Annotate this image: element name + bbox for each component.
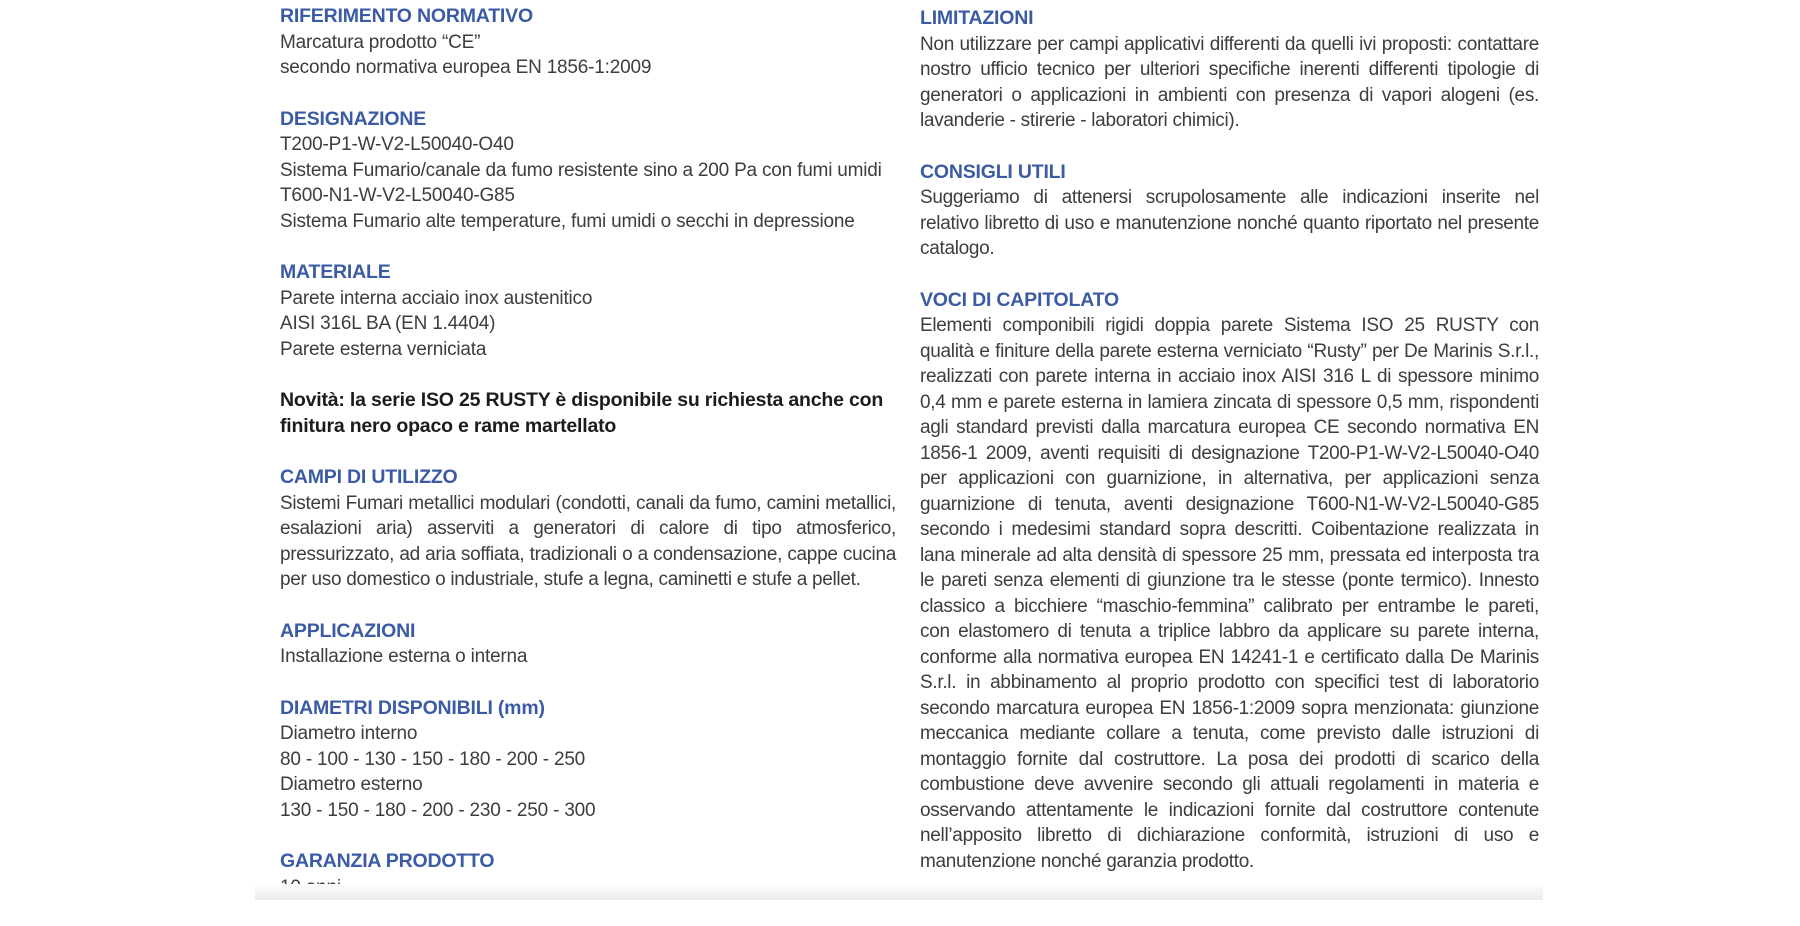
paragraph: Elementi componibili rigidi doppia parete Sistema ISO 25 RUSTY con qualità e finiture della parete esterna verniciato “Rusty” per De Marinis S.r.l., realizzati con parete interna in acciaio inox AISI 316 L di spessore minimo 0,4 mm e parete esterna in lamiera zincata di spessore 0,5 mm, rispondenti agli standard previsti dalla marcatura europea CE secondo normativa EN 1856-1 2009, aventi requisiti di designazione T200-P1-W-V2-L50040-O40 per applicazioni con guarnizione, in alternativa, per applicazioni senza guarnizione di tenuta, aventi designazione T600-N1-W-V2-L50040-G85 secondo i medesimi standard sopra descritti. Coibentazione realizzata in lana minerale ad alta densità di spessore 25 mm, pressata ed interposta tra le pareti senza elementi di giunzione tra le stesse (ponte termico). Innesto classico a bicchiere “maschio-femmina” calibrato per entrambe le pareti, con elastomero di tenuta a triplice labbro da applicare su parete interna, conforme alla normativa europea EN 14241-1 e certificato dalla De Marinis S.r.l. in abbinamento al proprio prodotto con specifici test di laboratorio secondo marcatura europea EN 1856-1:2009 sopra menzionata: giunzione meccanica mediante collare a tenuta, come previsto dalle istruzioni di montaggio fornite dal costruttore. La posa dei prodotti di scarico della combustione deve avvenire secondo gli attuali regolamenti in materia e osservando attentamente le indicazioni fornite dal costruttore contenute nell’apposito libretto di dichiarazione conformità, istruzioni di uso e manutenzione nonché garanzia prodotto. (920, 315, 1539, 872)
text-line: Parete interna acciaio inox austenitico (280, 287, 593, 309)
paragraph: Non utilizzare per campi applicativi differenti da quelli ivi proposti: contattare nostro ufficio tecnico per ulteriori specifiche inerenti differenti tipologie di generatori o applicazioni in ambienti con presenza di vapori alogeni (es. lavanderie - stirerie - laboratori chimici). (920, 33, 1539, 131)
text-line: Diametro interno (280, 723, 418, 744)
heading-consigli-utili: CONSIGLI UTILI (920, 160, 1066, 183)
section-materiale (280, 260, 896, 362)
section-novita-note (280, 388, 896, 439)
text-line: AISI 316L BA (EN 1.4404) (280, 313, 496, 334)
right-column (920, 6, 1539, 900)
text-line: Installazione esterna o interna (280, 646, 528, 667)
text-line: Sistema Fumario/canale da fumo resistente sino a 200 Pa con fumi umidi (280, 159, 882, 181)
section-consigli-utili (920, 160, 1539, 262)
section-voci-di-capitolato (920, 288, 1539, 875)
text-line: Marcatura prodotto “CE” (280, 31, 481, 53)
text-line: 130 - 150 - 180 - 200 - 230 - 250 - 300 (280, 799, 596, 821)
section-riferimento-normativo (280, 4, 896, 81)
heading-voci-di-capitolato: VOCI DI CAPITOLATO (920, 288, 1119, 311)
text-line: Parete esterna verniciata (280, 338, 487, 360)
text-line: secondo normativa europea EN 1856-1:2009 (280, 57, 652, 78)
heading-riferimento-normativo: RIFERIMENTO NORMATIVO (280, 5, 533, 27)
page-bottom-shade (255, 884, 1543, 900)
heading-diametri-disponibili: DIAMETRI DISPONIBILI (mm) (280, 696, 545, 719)
text-line: Diametro esterno (280, 774, 423, 795)
paragraph: Suggeriamo di attenersi scrupolosamente alle indicazioni inserite nel relativo libretto di uso e manutenzione nonché quanto riportato nel presente catalogo. (920, 187, 1539, 259)
heading-garanzia-prodotto: GARANZIA PRODOTTO (280, 850, 495, 872)
section-applicazioni (280, 619, 896, 670)
paragraph: Sistemi Fumari metallici modulari (condotti, canali da fumo, camini metallici, esalazioni aria) asserviti a generatori di calore di tipo atmosferico, pressurizzato, ad aria soffiata, tradizionali o a condensazione, cappe cucina per uso domestico o industriale, stufe a legna, caminetti e stufe a pellet. (280, 492, 896, 590)
section-designazione (280, 107, 896, 235)
text-line: Sistema Fumario alte temperature, fumi umidi o secchi in depressione (280, 210, 855, 232)
heading-limitazioni: LIMITAZIONI (920, 7, 1034, 29)
section-limitazioni (920, 6, 1539, 134)
text-line: T200-P1-W-V2-L50040-O40 (280, 134, 514, 155)
heading-designazione: DESIGNAZIONE (280, 107, 427, 130)
heading-campi-di-utilizzo: CAMPI DI UTILIZZO (280, 466, 458, 488)
heading-materiale: MATERIALE (280, 261, 391, 283)
text-line: T600-N1-W-V2-L50040-G85 (280, 185, 515, 206)
left-column (280, 4, 896, 926)
section-campi-di-utilizzo (280, 465, 896, 593)
novita-bold-note: Novità: la serie ISO 25 RUSTY è disponibile su richiesta anche con finitura nero opaco e rame martellato (280, 389, 884, 437)
heading-applicazioni: APPLICAZIONI (280, 619, 416, 642)
section-diametri-disponibili (280, 696, 896, 824)
text-line: 80 - 100 - 130 - 150 - 180 - 200 - 250 (280, 748, 586, 770)
